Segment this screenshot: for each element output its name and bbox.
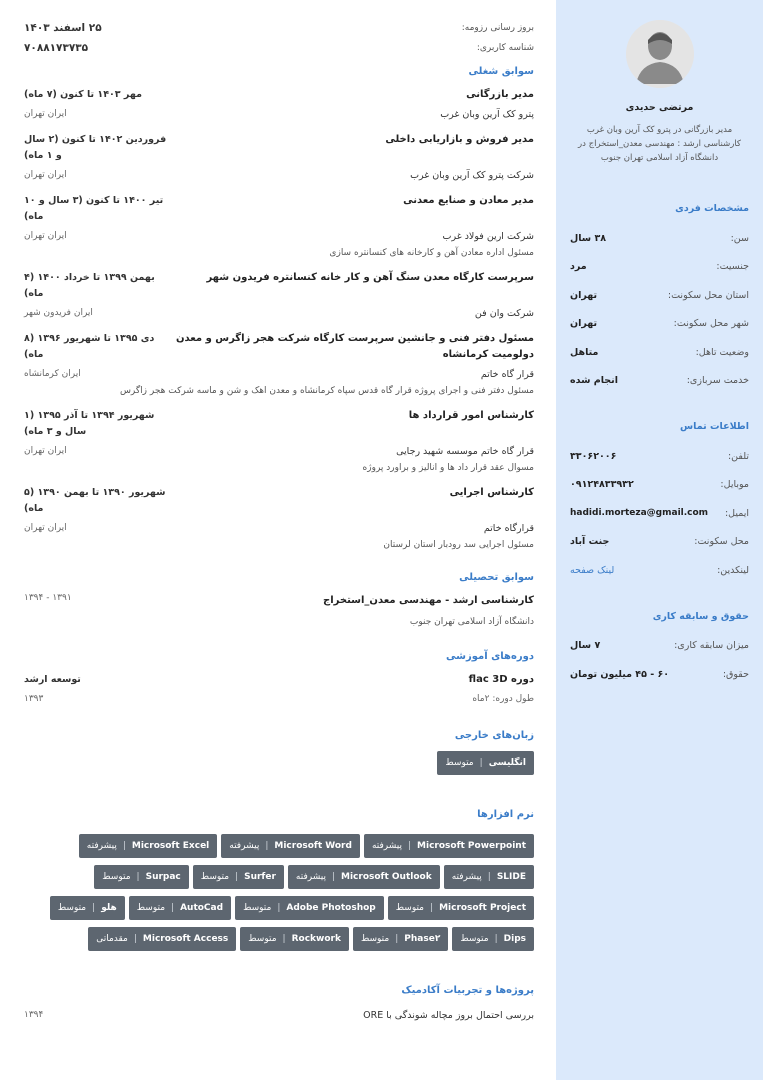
salary-row: حقوق: ۶۰ - ۴۵ میلیون تومان (570, 668, 749, 680)
course-item: دوره flac 3D توسعه ارشد طول دوره: ۲ماه ۱۳۹۳ (24, 674, 534, 704)
linkedin-row: لینکدین: لینک صفحه (570, 564, 749, 576)
gender-row: جنسیت: مرد (570, 261, 749, 273)
job-item: کارشناس امور قرارداد ها شهریور ۱۳۹۴ تا آذر ۱۳۹۵ (۱ سال و ۳ ماه) قرار گاه خاتم موسسه شهید رجایی ایران تهران مسوال عقد قرار داد ها و انالیز و براورد پروژه (24, 410, 534, 473)
age-row: سن: ۳۸ سال (570, 232, 749, 244)
courses-section-title: دوره‌های آموزشی (446, 651, 534, 662)
job-description: مسئول دفتر فنی و اجرای پروژه قرار گاه قدس سپاه کرمانشاه و معدن اهک و شن و ماسه شرکت هجر زاگرس (119, 386, 534, 396)
software-chip: Microsoft Project | متوسط (388, 896, 534, 920)
job-description: مسوال عقد قرار داد ها و انالیز و براورد پروژه (362, 463, 534, 473)
education-item: کارشناسی ارشد - مهندسی معدن_استخراج ۱۳۹۱ - ۱۳۹۴ دانشگاه آزاد اسلامی تهران جنوب (24, 593, 534, 627)
software-chip: Microsoft Outlook | پیشرفته (288, 865, 440, 889)
software-chip: Microsoft Word | پیشرفته (221, 834, 360, 858)
resume-meta (24, 18, 534, 58)
job-description: مسئول اداره معادن آهن و کارخانه های کنسانتره سازی (329, 248, 534, 258)
profile-name: مرتضی حدیدی (625, 102, 694, 113)
software-section-title: نرم افزارها (477, 809, 534, 820)
software-chip: Surpac | متوسط (94, 865, 189, 889)
software-chip: AutoCad | متوسط (129, 896, 231, 920)
profile-headline (570, 123, 749, 165)
phone-row: تلفن: ۳۳۰۶۲۰۰۶ (570, 450, 749, 462)
military-row: خدمت سربازی: انجام شده (570, 375, 749, 387)
city-row: شهر محل سکونت: تهران (570, 318, 749, 330)
job-item: مسئول دفتر فنی و جانشین سرپرست کارگاه شرکت هجر زاگرس و معدن دولومیت کرمانشاه دی ۱۳۹۵ تا شهریور ۱۳۹۶ (۸ ماه) قرار گاه خاتم ایران کرمانشاه مسئول دفتر فنی و اجرای پروژه قرار گاه قدس سپاه کرمانشاه و معدن اهک و شن و ماسه شرکت هجر زاگرس (24, 333, 534, 396)
email-value[interactable]: hadidi.morteza@gmail.com (570, 508, 709, 519)
email-row: ایمیل: hadidi.morteza@gmail.com (570, 507, 749, 519)
software-chip: Rockwork | متوسط (240, 927, 349, 951)
job-item: مدیر فروش و بازاریابی داخلی فروردین ۱۴۰۲ تا کنون (۲ سال و ۱ ماه) شرکت پترو کک آرین وبان غرب ایران تهران (24, 134, 534, 181)
project-item: بررسی احتمال بروز مچاله شوندگی با ORE ۱۳۹۴ (24, 1010, 534, 1021)
software-chip: Phase۲ | متوسط (353, 927, 448, 951)
software-chip: Surfer | متوسط (193, 865, 284, 889)
updated-value: ۲۵ اسفند ۱۴۰۳ (24, 22, 102, 34)
user-id-value: ۷۰۸۸۱۷۳۷۳۵ (24, 42, 89, 54)
marital-row: وضعیت تاهل: متاهل (570, 346, 749, 358)
avatar (626, 20, 694, 88)
job-item: کارشناس اجرایی شهریور ۱۳۹۰ تا بهمن ۱۳۹۰ (۵ ماه) قرارگاه خاتم ایران تهران مسئول اجرایی سد رودبار استان لرستان (24, 487, 534, 550)
mobile-value[interactable]: ۰۹۱۲۴۸۳۳۹۳۲ (570, 479, 634, 491)
job-item: مدیر بازرگانی مهر ۱۴۰۳ تا کنون (۷ ماه) پترو کک آرین وبان غرب ایران تهران (24, 89, 534, 120)
headline-degree: کارشناسی ارشد : مهندسی معدن_استخراج در دانشگاه آزاد اسلامی تهران جنوب (578, 139, 741, 163)
software-chip: SLIDE | پیشرفته (444, 865, 534, 889)
software-chip: Adobe Photoshop | متوسط (235, 896, 384, 920)
software-chip: Microsoft Access | مقدماتی (88, 927, 236, 951)
linkedin-link[interactable]: لینک صفحه (570, 564, 615, 576)
contact-section-title: اطلاعات تماس (680, 421, 749, 432)
updated-row: بروز رسانی رزومه: ۲۵ اسفند ۱۴۰۳ (24, 22, 534, 34)
software-chip: Microsoft Excel | پیشرفته (79, 834, 217, 858)
headline-job: مدیر بازرگانی در پترو کک آرین وبان غرب (586, 125, 733, 135)
mobile-row: موبایل: ۰۹۱۲۴۸۳۳۹۳۲ (570, 479, 749, 491)
job-item: سرپرست کارگاه معدن سنگ آهن و کار خانه کنسانتره فریدون شهر بهمن ۱۳۹۹ تا خرداد ۱۴۰۰ (۴ ماه) شرکت وان فن ایران فریدون شهر (24, 272, 534, 319)
languages-list (24, 751, 534, 775)
job-item: مدیر معادن و صنایع معدنی تیر ۱۴۰۰ تا کنون (۳ سال و ۱۰ ماه) شرکت ارین فولاد غرب ایران تهران مسئول اداره معادن آهن و کارخانه های کنسانتره سازی (24, 195, 534, 258)
personal-rows (570, 224, 749, 395)
user-id-row: شناسه کاربری: ۷۰۸۸۱۷۳۷۳۵ (24, 42, 534, 54)
projects-section-title: پروژه‌ها و تجربیات آکادمیک (401, 985, 534, 996)
phone-value[interactable]: ۳۳۰۶۲۰۰۶ (570, 450, 617, 462)
software-chip: هلو | متوسط (50, 896, 125, 920)
personal-section-title: مشخصات فردی (675, 203, 749, 214)
work-section-title: سوابق شغلی (468, 66, 534, 77)
software-chip: Dips | متوسط (452, 927, 534, 951)
profile-sidebar (556, 0, 763, 1080)
software-list (24, 834, 534, 951)
user-silhouette-icon (626, 20, 694, 88)
languages-section-title: زبان‌های خارجی (454, 730, 534, 741)
salary-section-title: حقوق و سابقه کاری (652, 610, 749, 622)
experience-row: میزان سابقه کاری: ۷ سال (570, 640, 749, 652)
job-description: مسئول اجرایی سد رودبار استان لرستان (383, 540, 534, 550)
address-row: محل سکونت: جنت آباد (570, 536, 749, 548)
province-row: استان محل سکونت: تهران (570, 289, 749, 301)
software-chip: Microsoft Powerpoint | پیشرفته (364, 834, 534, 858)
education-section-title: سوابق تحصیلی (459, 572, 534, 583)
language-chip: انگلیسی | متوسط (437, 751, 534, 775)
